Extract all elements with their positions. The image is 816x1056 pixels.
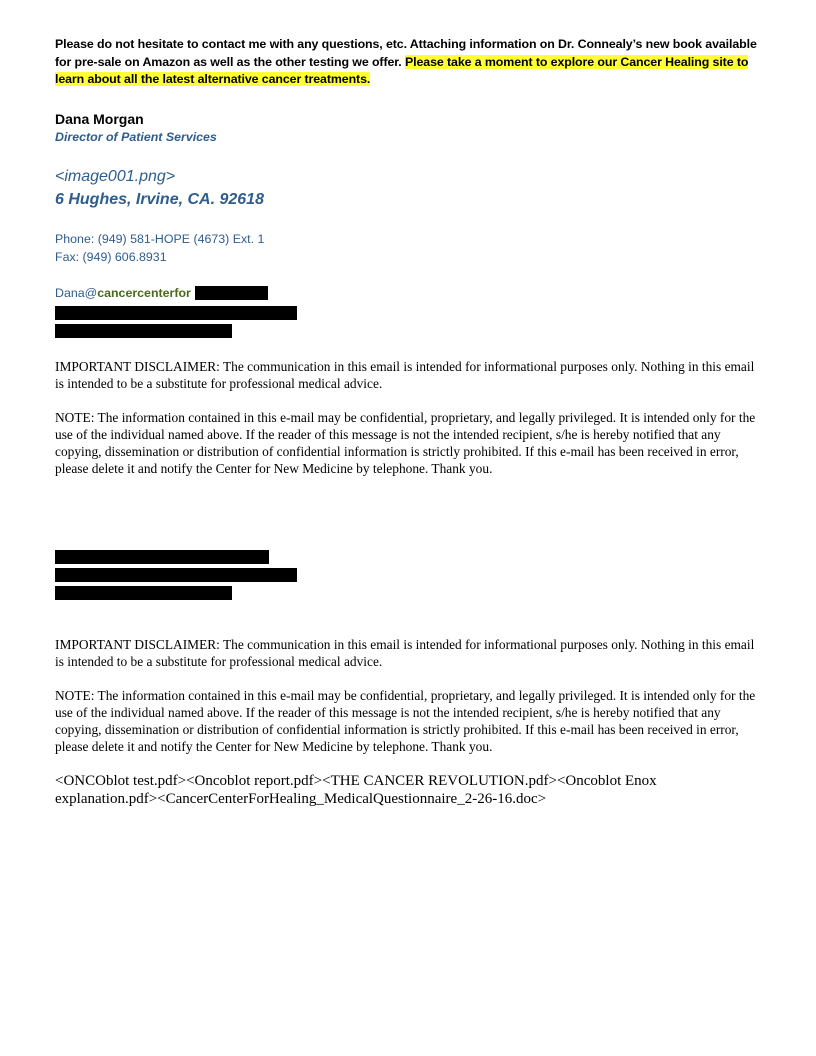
image-placeholder: <image001.png> xyxy=(55,167,176,185)
redaction-bar xyxy=(55,586,232,600)
email-domain: cancercenterfor xyxy=(97,285,191,300)
redaction-bar xyxy=(55,324,232,338)
email-local-part: Dana@ xyxy=(55,285,98,300)
signature-name: Dana Morgan xyxy=(55,110,144,127)
redaction-bar xyxy=(55,306,297,320)
disclaimer-note: NOTE: The information contained in this e-mail may be confidential, proprietary, and legally privileged. It is intended only for the use of the individual named above. If the reader of this message is not the intended recipient, s/he is hereby notified that any copying, dissemination or distribution of confidential information is strictly prohibited. If this e-mail has been received in error, please delete it and notify the Center for New Medicine by telephone. Thank you. xyxy=(55,687,756,754)
disclaimer-important: IMPORTANT DISCLAIMER: The communication in this email is intended for informational purposes only. Nothing in this email is intended to be a substitute for professional medical advice. xyxy=(55,636,755,669)
intro-paragraph xyxy=(55,36,761,89)
signature-address: 6 Hughes, Irvine, CA. 92618 xyxy=(55,190,264,208)
redaction-bar xyxy=(55,568,297,582)
signature-phone: Phone: (949) 581-HOPE (4673) Ext. 1 xyxy=(55,231,265,246)
attachments-list[interactable]: <ONCOblot test.pdf><Oncoblot report.pdf><THE CANCER REVOLUTION.pdf><Oncoblot Enox explanation.pdf><CancerCenterForHealing_MedicalQuestionnaire_2-26-16.doc> xyxy=(55,772,657,807)
email-body xyxy=(55,36,761,808)
redaction-bar xyxy=(55,550,269,564)
signature-fax: Fax: (949) 606.8931 xyxy=(55,249,167,264)
signature-title: Director of Patient Services xyxy=(55,129,217,144)
redaction-bar xyxy=(195,286,268,300)
disclaimer-important: IMPORTANT DISCLAIMER: The communication in this email is intended for informational purposes only. Nothing in this email is intended to be a substitute for professional medical advice. xyxy=(55,358,755,391)
highlighted-text: Please take a moment to explore our Cancer Healing site to learn about all the latest alternative cancer treatments. xyxy=(55,54,749,87)
signature-email[interactable] xyxy=(55,284,761,302)
disclaimer-note: NOTE: The information contained in this e-mail may be confidential, proprietary, and legally privileged. It is intended only for the use of the individual named above. If the reader of this message is not the intended recipient, s/he is hereby notified that any copying, dissemination or distribution of confidential information is strictly prohibited. If this e-mail has been received in error, please delete it and notify the Center for New Medicine by telephone. Thank you. xyxy=(55,409,756,476)
intro-text: Please do not hesitate to contact me with any questions, etc. Attaching information on Dr. Connealy’s new book available for pre-sale on Amazon as well as the other testing we offer. xyxy=(55,37,757,69)
